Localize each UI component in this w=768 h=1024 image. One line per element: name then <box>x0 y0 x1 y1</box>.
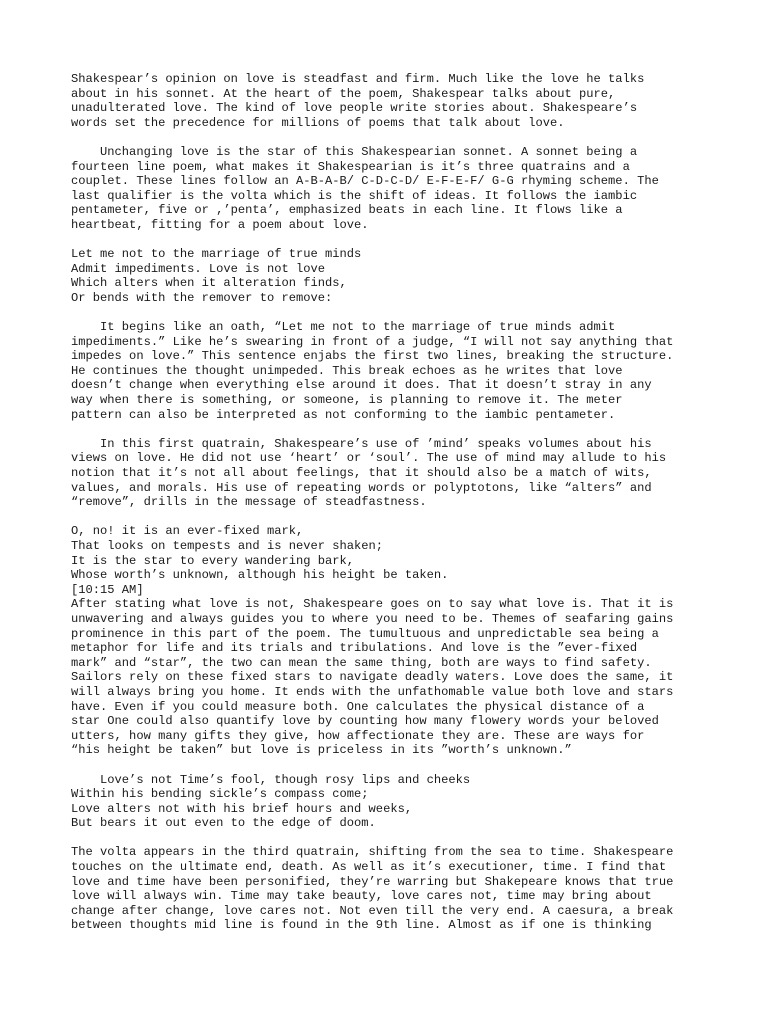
document-page <box>71 72 711 948</box>
text-line: Sailors rely on these fixed stars to navigate deadly waters. Love does the same, it <box>71 670 674 685</box>
paragraph <box>71 72 711 130</box>
verse-line: Which alters when it alteration finds, <box>71 276 347 291</box>
text-line: “remove”, drills in the message of steadfastness. <box>71 495 427 510</box>
text-line: will always bring you home. It ends with the unfathomable value both love and stars <box>71 684 674 699</box>
text-line: impedes on love.” This sentence enjabs the first two lines, breaking the structure. <box>71 349 674 364</box>
text-line: The volta appears in the third quatrain, shifting from the sea to time. Shakespeare <box>71 845 674 860</box>
verse-stanza <box>71 773 711 831</box>
text-line: He continues the thought unimpeded. This break echoes as he writes that love <box>71 363 623 378</box>
verse-line: O, no! it is an ever-fixed mark, <box>71 524 304 539</box>
verse-line: Admit impediments. Love is not love <box>71 261 326 276</box>
text-line: impediments.” Like he’s swearing in front of a judge, “I will not say anything that <box>71 334 674 349</box>
text-line: love will always win. Time may take beauty, love cares not, time may bring about <box>71 889 652 904</box>
text-line: star One could also quantify love by counting how many flowery words your beloved <box>71 714 659 729</box>
verse-line: [10:15 AM] <box>71 582 144 597</box>
verse-line: But bears it out even to the edge of doom. <box>71 816 376 831</box>
verse-line: Love alters not with his brief hours and weeks, <box>71 801 413 816</box>
text-line: notion that it’s not all about feelings, that it should also be a match of wits, <box>71 466 652 481</box>
verse-stanza <box>71 524 711 597</box>
text-line: It begins like an oath, “Let me not to the marriage of true minds admit <box>71 320 616 335</box>
text-line: prominence in this part of the poem. The tumultuous and unpredictable sea being a <box>71 626 659 641</box>
text-line: couplet. These lines follow an A-B-A-B/ C-D-C-D/ E-F-E-F/ G-G rhyming scheme. The <box>71 174 659 189</box>
verse-line: Let me not to the marriage of true minds <box>71 247 362 262</box>
paragraph <box>71 845 711 933</box>
text-line: values, and morals. His use of repeating words or polyptotons, like “alters” and <box>71 480 652 495</box>
text-line: views on love. He did not use ‘heart’ or ‘soul’. The use of mind may allude to his <box>71 451 667 466</box>
text-line: mark” and “star”, the two can mean the same thing, both are ways to find safety. <box>71 655 652 670</box>
text-line: touches on the ultimate end, death. As well as it’s executioner, time. I find that <box>71 860 667 875</box>
text-line: pentameter, five or ,’penta’, emphasized beats in each line. It flows like a <box>71 203 623 218</box>
text-line: fourteen line poem, what makes it Shakespearian is it’s three quatrains and a <box>71 159 630 174</box>
paragraph <box>71 597 711 758</box>
text-line: way when there is something, or someone, is planning to remove it. The meter <box>71 393 623 408</box>
text-line: unwavering and always guides you to where you need to be. Themes of seafaring gains <box>71 611 674 626</box>
paragraph <box>71 437 711 510</box>
text-line: After stating what love is not, Shakespeare goes on to say what love is. That it is <box>71 597 674 612</box>
text-line: doesn’t change when everything else around it does. That it doesn’t stray in any <box>71 378 652 393</box>
text-line: Shakespear’s opinion on love is steadfast and firm. Much like the love he talks <box>71 72 645 86</box>
text-line: pattern can also be interpreted as not conforming to the iambic pentameter. <box>71 407 616 422</box>
text-line: about in his sonnet. At the heart of the poem, Shakespear talks about pure, <box>71 86 616 101</box>
verse-stanza <box>71 247 711 305</box>
verse-line: Whose worth’s unknown, although his height be taken. <box>71 568 449 583</box>
text-line: have. Even if you could measure both. One calculates the physical distance of a <box>71 699 645 714</box>
paragraph <box>71 145 711 233</box>
verse-line: That looks on tempests and is never shaken; <box>71 539 384 553</box>
text-line: last qualifier is the volta which is the shift of ideas. It follows the iambic <box>71 188 638 203</box>
text-line: metaphor for life and its trials and tribulations. And love is the ”ever-fixed <box>71 641 638 656</box>
text-line: between thoughts mid line is found in the 9th line. Almost as if one is thinking <box>71 918 652 933</box>
text-line: words set the precedence for millions of poems that talk about love. <box>71 115 565 130</box>
verse-line: Love’s not Time’s fool, though rosy lips and cheeks <box>71 772 471 787</box>
verse-line: Within his bending sickle’s compass come; <box>71 787 369 802</box>
text-line: love and time have been personified, they’re warring but Shakepeare knows that true <box>71 874 674 889</box>
text-line: Unchanging love is the star of this Shakespearian sonnet. A sonnet being a <box>71 144 638 159</box>
text-line: heartbeat, fitting for a poem about love. <box>71 217 369 232</box>
text-line: In this first quatrain, Shakespeare’s use of ’mind’ speaks volumes about his <box>71 436 652 451</box>
text-line: change after change, love cares not. Not even till the very end. A caesura, a break <box>71 903 674 918</box>
verse-line: Or bends with the remover to remove: <box>71 290 333 305</box>
verse-line: It is the star to every wandering bark, <box>71 553 355 568</box>
text-line: utters, how many gifts they give, how affectionate they are. These are ways for <box>71 728 645 743</box>
text-line: “his height be taken” but love is priceless in its ”worth’s unknown.” <box>71 743 572 758</box>
text-line: unadulterated love. The kind of love people write stories about. Shakespeare’s <box>71 101 638 116</box>
paragraph <box>71 320 711 422</box>
